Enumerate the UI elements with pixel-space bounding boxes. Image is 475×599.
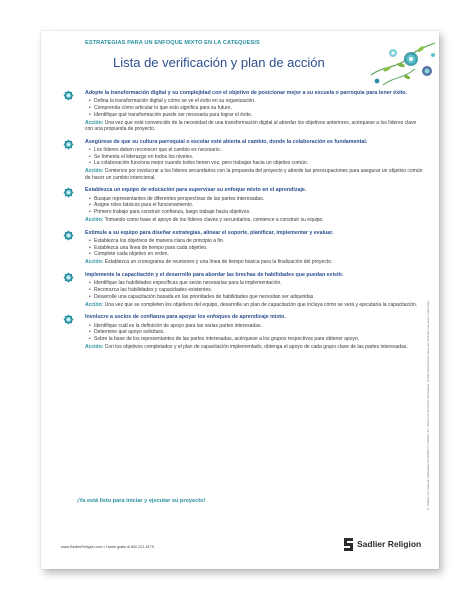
bullet-list (85, 323, 423, 343)
action-text: Una vez que se completen los objetivos del equipo, desarrolle un plan de capacitación que incluya cómo se verá y ejecutaría la capacitación. (104, 301, 418, 308)
bullet-item: • La colaboración funciona mejor cuando todos tienen voz, pero trabajan hacia un objetivo común. (89, 160, 423, 167)
checklist-section (41, 230, 439, 266)
section-heading: Adopte la transformación digital y su complejidad con el objetivo de posicionar mejor a su escuela o parroquia para tener éxito. (85, 90, 408, 96)
bullet-item: • Reconozca las habilidades y capacidades existentes. (89, 287, 423, 294)
action-text: Tomando como base el apoyo de los líderes claves y secundarios, comience a construir su equipo. (104, 216, 324, 223)
worksheet-page (41, 31, 439, 569)
bullet-item: • Desarrolle una capacitación basada en las prioridades de habilidades que necesitan ser adquiridas. (89, 294, 423, 301)
checklist-section (41, 139, 439, 181)
flower-icon (61, 312, 76, 327)
logo-text: Sadlier Religion (357, 539, 422, 549)
section-heading: Involucre a socios de confianza para apoyar los enfoques de aprendizaje mixto. (85, 314, 286, 321)
action-paragraph (85, 217, 423, 223)
bullet-item: • Comprenda cómo articular lo que esto significa para su futuro. (89, 105, 423, 112)
bullet-item: • Identifique las habilidades específicas que serán necesarias para la implementación. (89, 280, 423, 287)
action-text: Una vez que esté convencido de la necesidad de una transformación digital al abordar los objetivos anteriores, acérquese a los líderes clave con una propuesta de proyecto. (85, 119, 417, 132)
checklist-section (41, 187, 439, 223)
flower-icon (61, 185, 76, 200)
bullet-item: • Defina la transformación digital y cómo se ve el éxito en su organización. (89, 98, 423, 105)
bullet-list (85, 98, 423, 118)
header-kicker: ESTRATEGIAS PARA UN ENFOQUE MIXTO EN LA CATEQUESIS (85, 40, 260, 46)
section-heading: Implemente la capacitación y el desarrollo para abordar las brechas de habilidades que puedan existir. (85, 271, 344, 278)
bullet-item: • Determine qué apoyo solicitará. (89, 329, 423, 336)
action-label: Acción: (85, 343, 104, 350)
checklist-sections (41, 90, 439, 357)
action-paragraph (85, 259, 423, 265)
action-paragraph (85, 168, 423, 181)
checklist-section (41, 314, 439, 350)
copyright-side-note: © Sadlier son marcas registradas de William H. Sadlier, Inc. Todos los derechos reservados. Puede reproducirse para uso exclusivo en aula o parroquia. (426, 300, 430, 511)
flower-icon (61, 137, 76, 152)
action-label: Acción: (85, 119, 104, 126)
footer-contact: www.SadlierReligion.com • Llame gratis al 800-221-5175 (61, 545, 154, 549)
closing-line: ¡Ya está listo para iniciar y ejecutar su proyecto! (77, 498, 206, 504)
bullet-item: • Se fomenta el liderazgo en todos los niveles. (89, 154, 423, 161)
bullet-item: • Identifique cuál es la definición de apoyo para las varias partes interesadas. (89, 323, 423, 330)
checklist-section (41, 90, 439, 132)
bullet-item: • Asigne roles básicos para el funcionamiento. (89, 202, 423, 209)
action-label: Acción: (85, 216, 104, 223)
section-heading: Establezca un equipo de educación para supervisar su enfoque mixto en el aprendizaje. (85, 187, 307, 194)
bullet-item: • Sobre la base de los representantes de las partes interesadas, acérquese a los grupos respectivos para obtener apoyo. (89, 336, 423, 343)
action-text: Con los objetivos completados y el plan de capacitación implementado, obtenga el apoyo de cada grupo clave de las partes interesadas. (104, 343, 408, 350)
flower-icon (61, 88, 76, 103)
flower-icon (61, 228, 76, 243)
bullet-item: • Los líderes deben reconocer que el cambio es necesario. (89, 147, 423, 154)
action-label: Acción: (85, 301, 104, 308)
section-heading: Asegúrese de que su cultura parroquial o escolar esté abierta al cambio, donde la colaboración es fundamental. (85, 138, 368, 145)
action-paragraph (85, 302, 423, 308)
bullet-item: • Establezca los objetivos de manera clara de principio a fin. (89, 238, 423, 245)
action-label: Acción: (85, 168, 104, 175)
bullet-item: • Primero trabaje para construir confianza, luego trabaje hacia objetivos. (89, 209, 423, 216)
bullet-item: • Complete cada objetivo en orden. (89, 251, 423, 258)
flower-icon (61, 270, 76, 285)
bullet-item: • Identifique qué transformación puede ser necesaria para lograr el éxito. (89, 112, 423, 119)
checklist-section (41, 272, 439, 308)
bullet-item: • Busque representantes de diferentes perspectivas de las partes interesadas. (89, 196, 423, 203)
bullet-list (85, 147, 423, 167)
action-text: Establezca un cronograma de reuniones y una línea de tiempo básica para la finalización del proyecto. (104, 259, 333, 266)
action-text: Comience por involucrar a los líderes secundarios con la propuesta del proyecto y aborde las preocupaciones para asegurar un objetivo común de hacer un cambio intencional. (85, 168, 423, 181)
action-paragraph (85, 344, 423, 350)
bullet-list (85, 238, 423, 258)
action-paragraph (85, 120, 423, 133)
action-label: Acción: (85, 259, 104, 266)
bullet-item: • Establezca una línea de tiempo para cada objetivo. (89, 245, 423, 252)
page-title: Lista de verificación y plan de acción (113, 55, 325, 70)
bullet-list (85, 196, 423, 216)
section-heading: Estimule a su equipo para diseñar estrategias, alinear el soporte, planificar, implementar y evaluar. (85, 229, 334, 236)
sadlier-logo-icon (343, 537, 354, 552)
bullet-list (85, 280, 423, 300)
